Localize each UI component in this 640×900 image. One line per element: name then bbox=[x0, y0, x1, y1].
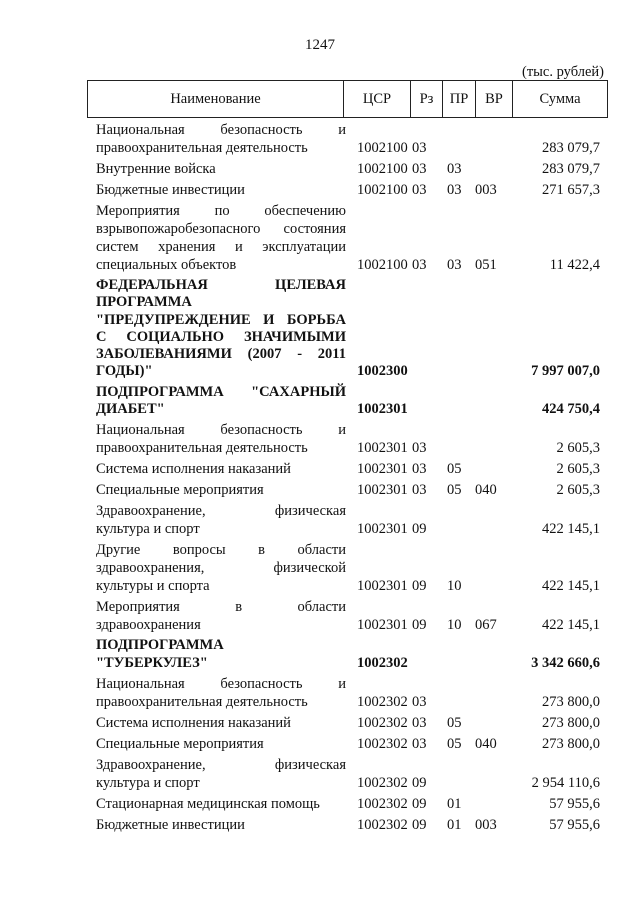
header-pr: ПР bbox=[443, 81, 476, 118]
row-name-line: Мероприятия по обеспечению bbox=[96, 203, 346, 219]
table-row bbox=[0, 274, 640, 381]
row-name-line: Национальная безопасность и bbox=[96, 122, 346, 138]
row-csr: 1002100 bbox=[357, 161, 408, 177]
row-csr: 1002301 bbox=[357, 440, 408, 457]
row-name bbox=[96, 181, 346, 199]
table-row bbox=[0, 178, 640, 199]
row-vr: 040 bbox=[475, 482, 497, 499]
table-row bbox=[0, 813, 640, 834]
row-name bbox=[96, 277, 346, 381]
table-row bbox=[0, 418, 640, 457]
row-vr: 051 bbox=[475, 257, 497, 273]
header-vr: ВР bbox=[476, 81, 513, 118]
table-header bbox=[87, 80, 608, 118]
row-sum: 273 800,0 bbox=[542, 714, 600, 731]
row-name bbox=[96, 735, 346, 753]
row-name bbox=[96, 460, 346, 478]
row-rz: 03 bbox=[412, 161, 427, 177]
row-csr: 1002302 bbox=[357, 714, 408, 731]
table-row bbox=[0, 711, 640, 732]
row-name bbox=[96, 541, 346, 595]
row-csr: 1002301 bbox=[357, 521, 408, 538]
row-rz: 03 bbox=[412, 440, 427, 457]
row-pr: 10 bbox=[447, 578, 462, 595]
row-name bbox=[96, 121, 346, 157]
row-name-line: Система исполнения наказаний bbox=[96, 714, 291, 731]
row-csr: 1002300 bbox=[357, 363, 408, 380]
row-name-line: Стационарная медицинская помощь bbox=[96, 795, 320, 812]
row-name-line: ФЕДЕРАЛЬНАЯ ЦЕЛЕВАЯ bbox=[96, 277, 346, 293]
table-row bbox=[0, 457, 640, 478]
row-name-line: правоохранительная деятельность bbox=[96, 693, 308, 710]
row-rz: 03 bbox=[412, 735, 427, 752]
row-pr: 03 bbox=[447, 182, 462, 198]
row-csr: 1002302 bbox=[357, 816, 408, 833]
row-name-line: культура и спорт bbox=[96, 521, 200, 538]
row-rz: 09 bbox=[412, 578, 427, 595]
table-row bbox=[0, 732, 640, 753]
row-name-line: Другие вопросы в области bbox=[96, 542, 346, 559]
row-sum: 7 997 007,0 bbox=[531, 363, 600, 380]
row-vr: 003 bbox=[475, 816, 497, 833]
row-name-line: Мероприятия в области bbox=[96, 599, 346, 616]
row-name-line: Бюджетные инвестиции bbox=[96, 182, 245, 198]
row-csr: 1002100 bbox=[357, 257, 408, 273]
table-row bbox=[0, 672, 640, 711]
row-name bbox=[96, 202, 346, 274]
row-csr: 1002301 bbox=[357, 578, 408, 595]
table-row bbox=[0, 753, 640, 792]
row-name bbox=[96, 816, 346, 834]
row-name-line: Национальная безопасность и bbox=[96, 422, 346, 439]
row-pr: 05 bbox=[447, 482, 462, 499]
row-pr: 03 bbox=[447, 161, 462, 177]
row-name-line: Специальные мероприятия bbox=[96, 735, 264, 752]
row-pr: 05 bbox=[447, 735, 462, 752]
row-sum: 2 954 110,6 bbox=[531, 774, 600, 791]
row-sum: 424 750,4 bbox=[542, 401, 600, 418]
row-sum: 2 605,3 bbox=[556, 482, 600, 499]
row-sum: 57 955,6 bbox=[549, 816, 600, 833]
table-row bbox=[0, 499, 640, 538]
row-name bbox=[96, 160, 346, 178]
row-csr: 1002100 bbox=[357, 182, 408, 198]
row-csr: 1002301 bbox=[357, 617, 408, 634]
row-csr: 1002302 bbox=[357, 774, 408, 791]
row-rz: 03 bbox=[412, 693, 427, 710]
row-name-line: правоохранительная деятельность bbox=[96, 440, 308, 457]
row-rz: 09 bbox=[412, 816, 427, 833]
row-rz: 03 bbox=[412, 461, 427, 478]
row-name-line: ПОДПРОГРАММА "САХАРНЫЙ bbox=[96, 383, 346, 400]
row-name-line: ПРОГРАММА bbox=[96, 294, 192, 311]
table-row bbox=[0, 538, 640, 595]
row-name-line: Здравоохранение, физическая bbox=[96, 503, 346, 520]
row-name bbox=[96, 795, 346, 813]
row-sum: 422 145,1 bbox=[542, 617, 600, 634]
row-name-line: правоохранительная деятельность bbox=[96, 140, 308, 156]
row-name bbox=[96, 598, 346, 634]
row-sum: 422 145,1 bbox=[542, 578, 600, 595]
table-row bbox=[0, 792, 640, 813]
row-name-line: ЗАБОЛЕВАНИЯМИ (2007 - 2011 bbox=[96, 346, 346, 363]
table-row bbox=[0, 118, 640, 157]
row-sum: 283 079,7 bbox=[542, 161, 600, 177]
row-name-line: С СОЦИАЛЬНО ЗНАЧИМЫМИ bbox=[96, 328, 346, 345]
table-row bbox=[0, 595, 640, 634]
header-csr: ЦСР bbox=[344, 81, 411, 118]
row-rz: 09 bbox=[412, 774, 427, 791]
row-rz: 09 bbox=[412, 521, 427, 538]
row-name bbox=[96, 502, 346, 538]
row-rz: 03 bbox=[412, 714, 427, 731]
row-sum: 2 605,3 bbox=[556, 461, 600, 478]
row-name-line: ПОДПРОГРАММА bbox=[96, 637, 224, 654]
row-name bbox=[96, 384, 346, 419]
row-name-line: Внутренние войска bbox=[96, 161, 216, 177]
row-pr: 05 bbox=[447, 714, 462, 731]
header-name: Наименование bbox=[88, 81, 344, 118]
row-name-line: Бюджетные инвестиции bbox=[96, 816, 245, 833]
row-pr: 10 bbox=[447, 617, 462, 634]
table-row bbox=[0, 381, 640, 419]
row-sum: 273 800,0 bbox=[542, 693, 600, 710]
row-name-line: Специальные мероприятия bbox=[96, 482, 264, 499]
row-csr: 1002100 bbox=[357, 140, 408, 156]
row-csr: 1002302 bbox=[357, 735, 408, 752]
table-row bbox=[0, 634, 640, 672]
table-row bbox=[0, 199, 640, 274]
row-sum: 283 079,7 bbox=[542, 140, 600, 156]
row-pr: 01 bbox=[447, 816, 462, 833]
table-row bbox=[0, 157, 640, 178]
row-name-line: "ПРЕДУПРЕЖДЕНИЕ И БОРЬБА bbox=[96, 311, 346, 328]
row-rz: 03 bbox=[412, 257, 427, 273]
row-rz: 03 bbox=[412, 140, 427, 156]
row-name-line: специальных объектов bbox=[96, 257, 237, 273]
row-name bbox=[96, 421, 346, 457]
row-name bbox=[96, 637, 346, 672]
row-vr: 067 bbox=[475, 617, 497, 634]
row-sum: 271 657,3 bbox=[542, 182, 600, 198]
row-csr: 1002301 bbox=[357, 401, 408, 418]
row-sum: 422 145,1 bbox=[542, 521, 600, 538]
row-vr: 003 bbox=[475, 182, 497, 198]
row-name-line: культуры и спорта bbox=[96, 578, 210, 595]
table-row bbox=[0, 478, 640, 499]
units-label: (тыс. рублей) bbox=[522, 64, 604, 80]
row-sum: 2 605,3 bbox=[556, 440, 600, 457]
row-vr: 040 bbox=[475, 735, 497, 752]
row-name-line: ГОДЫ)" bbox=[96, 363, 153, 380]
row-sum: 273 800,0 bbox=[542, 735, 600, 752]
row-rz: 03 bbox=[412, 182, 427, 198]
header-sum: Сумма bbox=[513, 81, 608, 118]
row-name-line: культура и спорт bbox=[96, 774, 200, 791]
table-body bbox=[0, 118, 640, 834]
row-name bbox=[96, 481, 346, 499]
row-rz: 09 bbox=[412, 795, 427, 812]
row-sum: 57 955,6 bbox=[549, 795, 600, 812]
row-name bbox=[96, 675, 346, 711]
row-name-line: "ТУБЕРКУЛЕЗ" bbox=[96, 654, 208, 671]
header-rz: Рз bbox=[411, 81, 443, 118]
row-csr: 1002302 bbox=[357, 693, 408, 710]
row-name bbox=[96, 714, 346, 732]
row-csr: 1002301 bbox=[357, 461, 408, 478]
row-name-line: Национальная безопасность и bbox=[96, 675, 346, 692]
row-sum: 11 422,4 bbox=[549, 257, 600, 273]
row-name-line: здравоохранения, физической bbox=[96, 560, 346, 577]
row-name-line: Здравоохранение, физическая bbox=[96, 756, 346, 773]
row-name-line: здравоохранения bbox=[96, 617, 201, 634]
row-pr: 01 bbox=[447, 795, 462, 812]
row-name-line: ДИАБЕТ" bbox=[96, 401, 165, 418]
row-csr: 1002302 bbox=[357, 654, 408, 671]
row-pr: 03 bbox=[447, 257, 462, 273]
row-csr: 1002302 bbox=[357, 795, 408, 812]
row-rz: 09 bbox=[412, 617, 427, 634]
row-name-line: взрывопожаробезопасного состояния bbox=[96, 221, 346, 237]
row-name bbox=[96, 756, 346, 792]
page-number: 1247 bbox=[305, 37, 335, 53]
row-sum: 3 342 660,6 bbox=[531, 654, 600, 671]
row-name-line: Система исполнения наказаний bbox=[96, 461, 291, 478]
row-name-line: систем хранения и эксплуатации bbox=[96, 239, 346, 255]
row-pr: 05 bbox=[447, 461, 462, 478]
row-rz: 03 bbox=[412, 482, 427, 499]
row-csr: 1002301 bbox=[357, 482, 408, 499]
